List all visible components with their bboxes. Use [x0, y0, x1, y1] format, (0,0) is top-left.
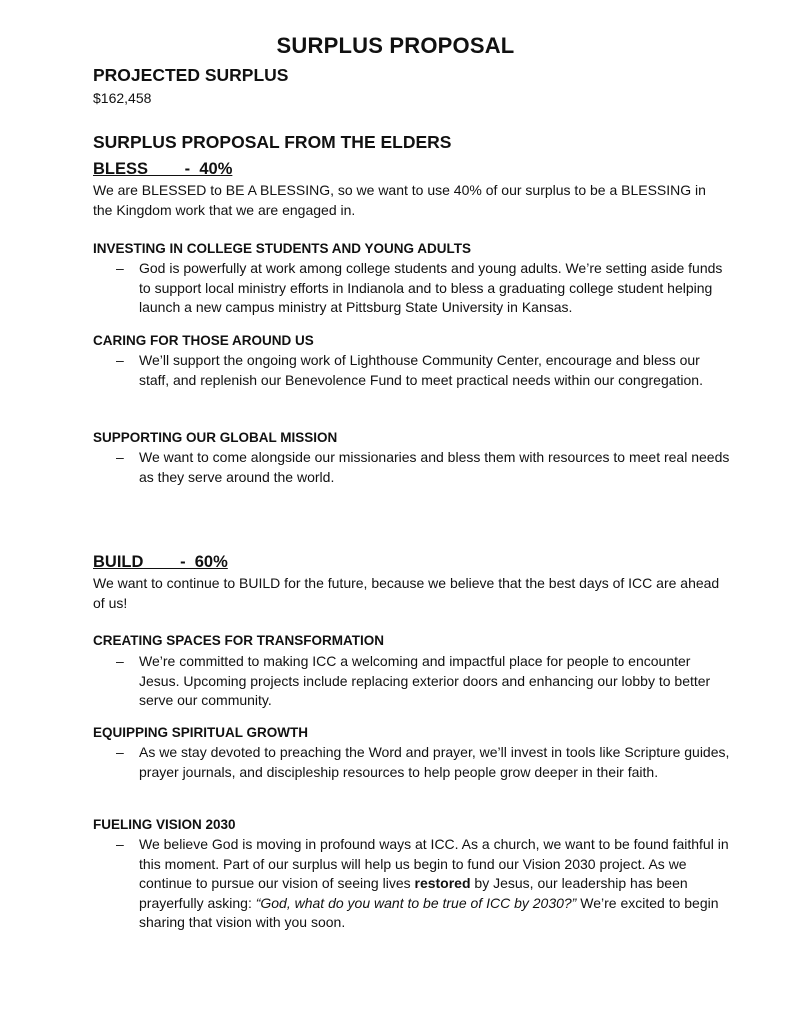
build-item-bullet: [93, 835, 733, 933]
vision-text-bold: restored: [414, 875, 471, 892]
bullet-dash: –: [116, 449, 124, 465]
bless-item-text: God is powerfully at work among college students and young adults. We’re setting aside funds to support local ministry efforts in Indianola and to bless a graduating college student helping launch a new campus ministry at Pittsburg State University in Kansas.: [139, 260, 723, 316]
build-section-heading: BUILD - 60%: [93, 553, 228, 571]
bless-item-bullet: [93, 448, 733, 487]
bless-item-title: CARING FOR THOSE AROUND US: [93, 333, 314, 348]
bless-item-text: We’ll support the ongoing work of Lighthouse Community Center, encourage and bless our staff, and replenish our Benevolence Fund to meet practical needs within our congregation.: [139, 352, 703, 388]
bless-item-text: We want to come alongside our missionaries and bless them with resources to meet real needs as they serve around the world.: [139, 449, 730, 485]
bless-item-bullet: [93, 259, 733, 318]
build-item-title: FUELING VISION 2030: [93, 817, 236, 832]
page-title: SURPLUS PROPOSAL: [276, 33, 515, 58]
vision-text-part1: We believe God is moving in profound ways at ICC. As a church, we want to be found faithful in this moment. Part of our surplus will help us begin to fund our Vision 2030 project. As we continue to pursue our vision of seeing lives: [139, 836, 729, 892]
vision-2030-text: [139, 835, 733, 933]
vision-text-part2: by Jesus, our leadership has been prayerfully asking:: [139, 875, 688, 911]
build-item-text: We’re committed to making ICC a welcoming and impactful place for people to encounter Jesus. Upcoming projects include replacing exterior doors and enhancing our lobby to better serve our community.: [139, 653, 711, 709]
build-item-bullet: [93, 743, 733, 782]
bullet-dash: –: [116, 653, 124, 669]
bless-section-heading: BLESS - 40%: [93, 160, 233, 178]
projected-surplus-amount: $162,458: [93, 90, 152, 106]
bullet-dash: –: [116, 260, 124, 276]
build-item-text: As we stay devoted to preaching the Word and prayer, we’ll invest in tools like Scripture guides, prayer journals, and discipleship resources to help people grow deeper in their faith.: [139, 744, 730, 780]
vision-text-italic-quote: “God, what do you want to be true of ICC by 2030?”: [255, 894, 577, 911]
build-item-title: CREATING SPACES FOR TRANSFORMATION: [93, 633, 384, 648]
bless-item-bullet: [93, 351, 733, 390]
bullet-dash: –: [116, 836, 124, 852]
bless-item-title: SUPPORTING OUR GLOBAL MISSION: [93, 430, 338, 445]
bless-item-title: INVESTING IN COLLEGE STUDENTS AND YOUNG ADULTS: [93, 241, 472, 256]
bullet-dash: –: [116, 744, 124, 760]
bullet-dash: –: [116, 352, 124, 368]
bless-intro: We are BLESSED to BE A BLESSING, so we want to use 40% of our surplus to be a BLESSING in the Kingdom work that we are engaged in.: [93, 182, 706, 218]
proposal-heading: SURPLUS PROPOSAL FROM THE ELDERS: [93, 132, 452, 152]
build-intro: We want to continue to BUILD for the future, because we believe that the best days of ICC are ahead of us!: [93, 575, 720, 611]
build-item-title: EQUIPPING SPIRITUAL GROWTH: [93, 725, 309, 740]
projected-surplus-heading: PROJECTED SURPLUS: [93, 65, 289, 85]
vision-text-part3: We’re excited to begin sharing that vision with you soon.: [139, 894, 719, 931]
build-item-bullet: [93, 652, 733, 711]
